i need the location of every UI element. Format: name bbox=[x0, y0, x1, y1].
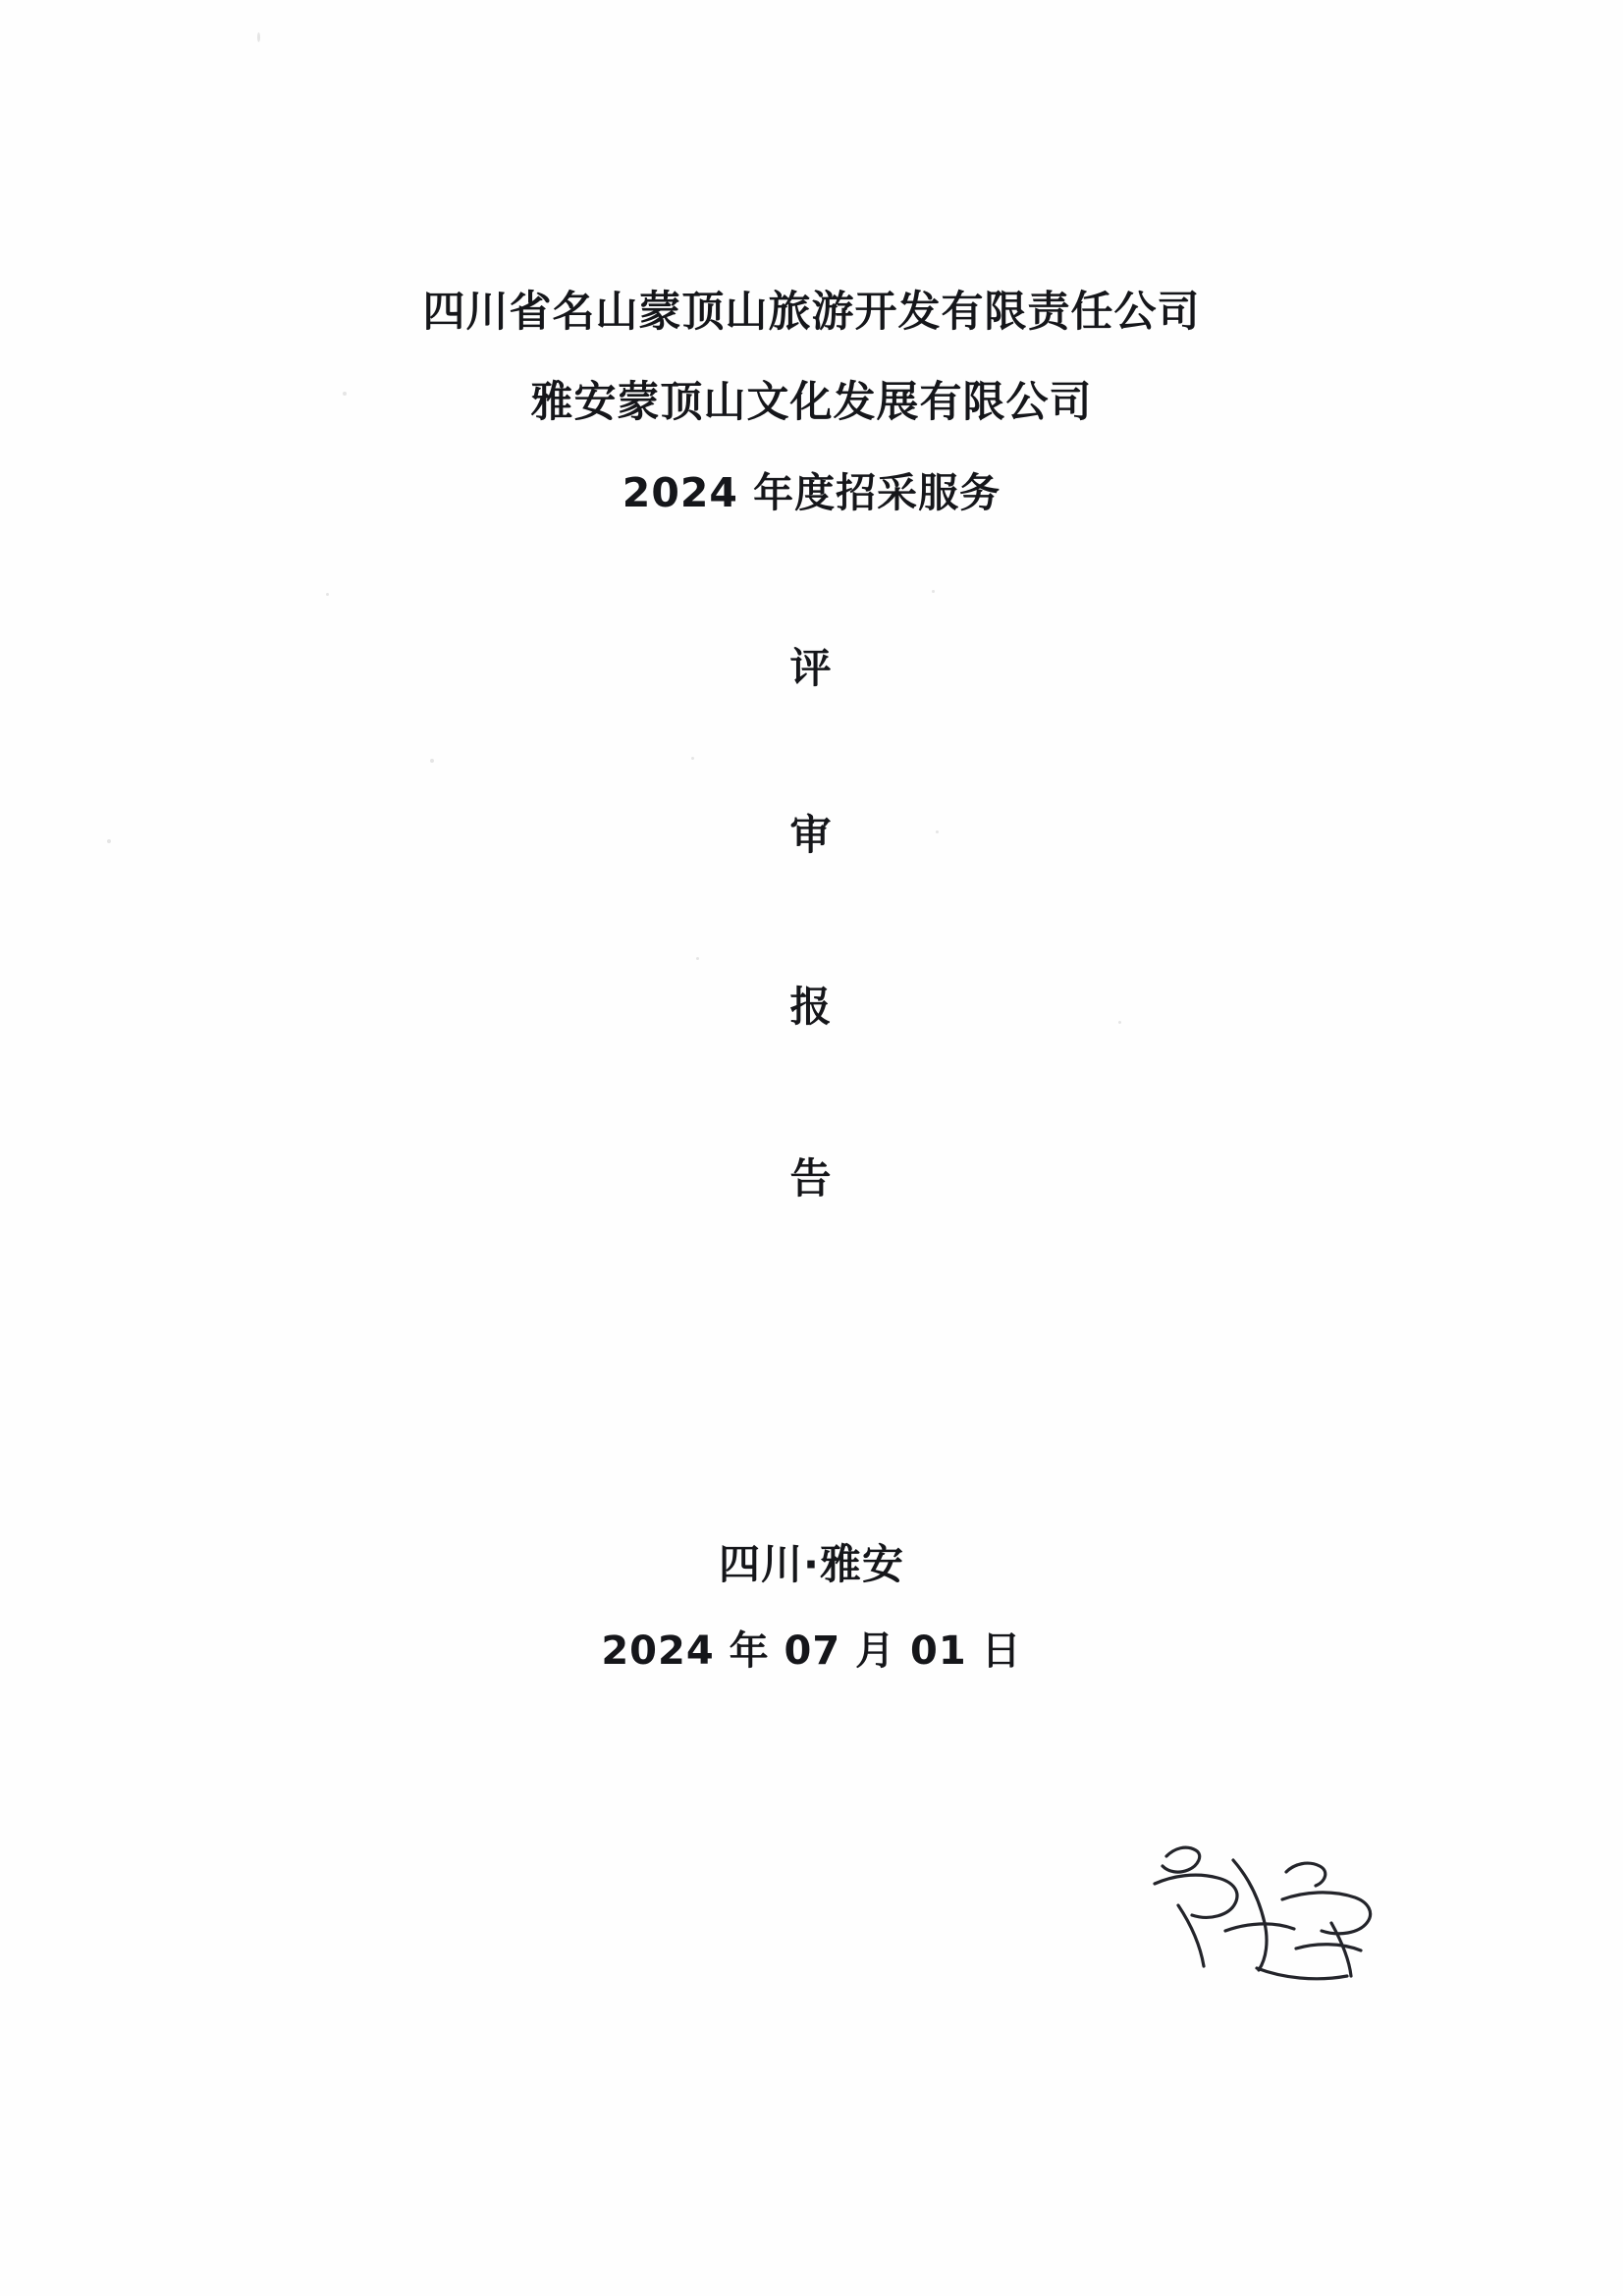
document-title bbox=[0, 267, 1623, 538]
date-text: 2024 年 07 月 01 日 bbox=[601, 1629, 1022, 1674]
title-line-company-2: 雅安蒙顶山文化发展有限公司 bbox=[530, 378, 1093, 427]
report-word-1: 评 bbox=[789, 644, 834, 692]
place-text: 四川·雅安 bbox=[719, 1540, 904, 1588]
title-line-subject: 2024 年度招采服务 bbox=[622, 469, 1001, 516]
title-line-company-1: 四川省名山蒙顶山旅游开发有限责任公司 bbox=[422, 288, 1201, 337]
handwritten-signature-icon bbox=[1139, 1821, 1394, 1998]
report-word-3: 报 bbox=[789, 983, 834, 1031]
report-word-4: 告 bbox=[789, 1154, 834, 1202]
report-word-2: 审 bbox=[789, 811, 834, 859]
place-date-block bbox=[0, 1522, 1623, 1694]
